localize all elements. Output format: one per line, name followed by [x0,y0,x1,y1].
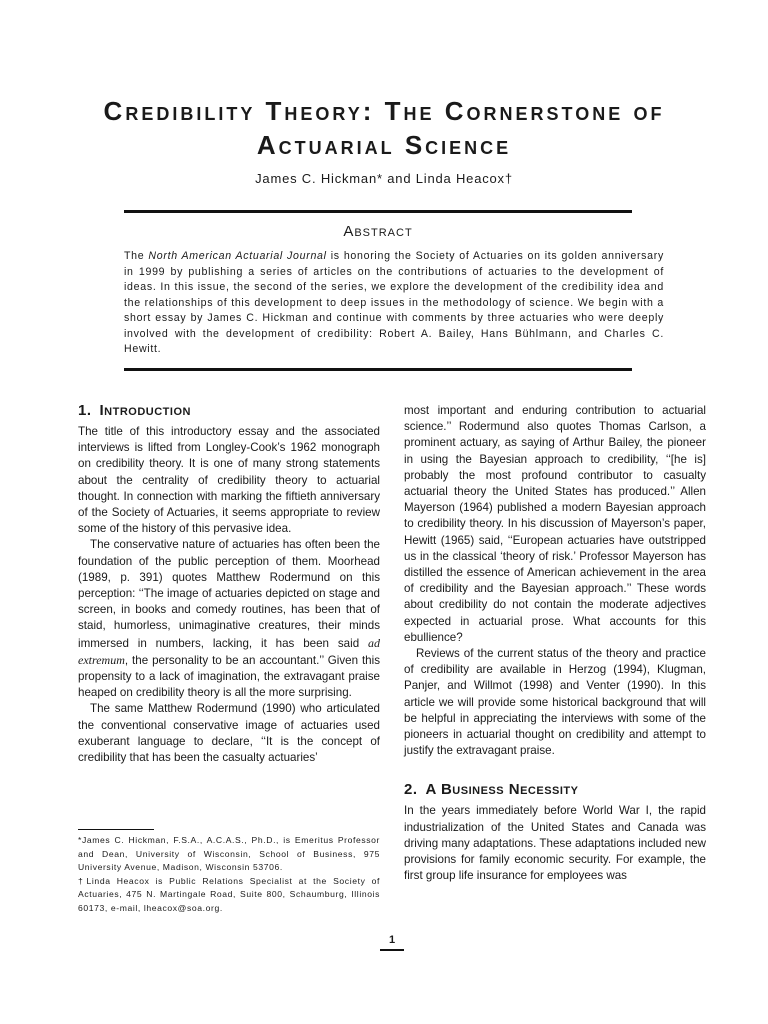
footnotes [78,834,380,916]
footnote-2: †Linda Heacox is Public Relations Specialist at the Society of Actuaries, 475 N. Martingale Road, Suite 800, Schaumburg, Illinois 60173, e-mail, lheacox@soa.org. [78,875,380,913]
abstract-top-rule [124,210,632,213]
left-column [78,402,380,766]
latin-phrase: ad extremum [78,635,380,667]
abstract-text-rest: is honoring the Society of Actuaries on its golden anniversary in 1999 by publishing a series of articles on the contributions of actuaries to the development of ideas. In this issue, the second of the series, we explore the development of the credibility idea and the relationships of this development to deep issues in the methodology of science. We begin with a short essay by James C. Hickman and continue with comments by three actuaries who were deeply involved with the development of credibility: Robert A. Bailey, Hans Bühlmann, and Charles C. Hewitt. [124,250,664,355]
paragraph-2-start: The conservative nature of actuaries has often been the foundation of the public perception of them. Moorhead (1989, p. 391) quotes Matthew Rodermund on this perception: ‘‘The image of actuaries depicted on stage and screen, in books and comedy routines, has been that of staid, humorless, unimaginative creatures, their minds immersed in numbers, lacking, it has been said [78,538,380,650]
section-1-paragraph-2 [78,537,380,701]
journal-name: North American Actuarial Journal [148,250,327,262]
abstract-text-start: The [124,250,149,262]
section-1-heading [78,402,380,420]
title-line-2: Actuarial Science [256,130,512,160]
section-2-title: A Business Necessity [425,781,579,799]
right-column [404,403,706,884]
section-2-number: 2. [404,781,418,799]
section-1-paragraph-3: The same Matthew Rodermund (1990) who articulated the conventional conservative image of actuaries used exuberant language to declare, ‘‘It is the concept of credibility that has been the casualty actuaries’ [78,702,380,765]
abstract-body [124,249,664,358]
paragraph-2-end: , the personality to be an accountant.’’ Given this propensity to a lack of imagination, the extravagant praise heaped on credibility theory is all the more surprising. [78,653,380,700]
section-1-paragraph-1: The title of this introductory essay and the associated interviews is lifted from Longley-Cook’s 1962 monograph on credibility theory. It is one of many strong statements about the centrality of credibility theory to actuarial thought. In connection with marking the fiftieth anniversary of the Society of Actuaries, it seems appropriate to review some of the history of this pervasive idea. [78,425,380,536]
section-2-heading [404,781,706,799]
page-number: 1 [380,934,404,951]
author-line: James C. Hickman* and Linda Heacox† [255,171,513,186]
footnote-rule [78,829,154,830]
title-line-1: Credibility Theory: The Cornerstone of [103,96,665,126]
section-1-number: 1. [78,402,92,419]
footnote-1: *James C. Hickman, F.S.A., A.C.A.S., Ph.D., is Emeritus Professor and Dean, University of Wisconsin, School of Business, 975 University Avenue, Madison, Wisconsin 53706. [78,835,380,873]
abstract-bottom-rule [124,368,632,371]
section-2-paragraph-1: In the years immediately before World War I, the rapid industrialization of the United States and Canada was driving many adaptations. These adaptations included new provisions for family economic security. For example, the first group life insurance for employees was [404,804,706,883]
abstract-heading: Abstract [343,223,413,240]
section-1-title: Introduction [99,402,191,419]
right-paragraph-1: most important and enduring contribution to actuarial science.’’ Rodermund also quotes Thomas Carlson, a prominent actuary, as saying of Arthur Bailey, the pioneer in using the Bayesian approach to credibility, ‘‘[he is] probably the most profound contributor to casualty actuarial theory the United States has produced.’’ Allen Mayerson (1964) published a modern Bayesian approach to credibility theory. In his discussion of Mayerson’s paper, Hewitt (1965) said, ‘‘European actuaries have outstripped us in the classical ‘theory of risk.’ Professor Mayerson has distilled the essence of American achievement in the area of credibility and the Bayesian approach.’’ These words about credibility do not contain the moderate adjectives expected in actuarial prose. What accounts for this ebullience? [404,404,706,644]
right-paragraph-2: Reviews of the current status of the theory and practice of credibility are available in Herzog (1994), Klugman, Panjer, and Willmot (1998) and Venter (1990). In this article we will provide some historical background that will be helpful in appreciating the interviews with some of the pioneers in actuarial thought on credibility and attempt to justify the extravagant praise. [404,647,706,758]
paper-title [60,94,708,162]
